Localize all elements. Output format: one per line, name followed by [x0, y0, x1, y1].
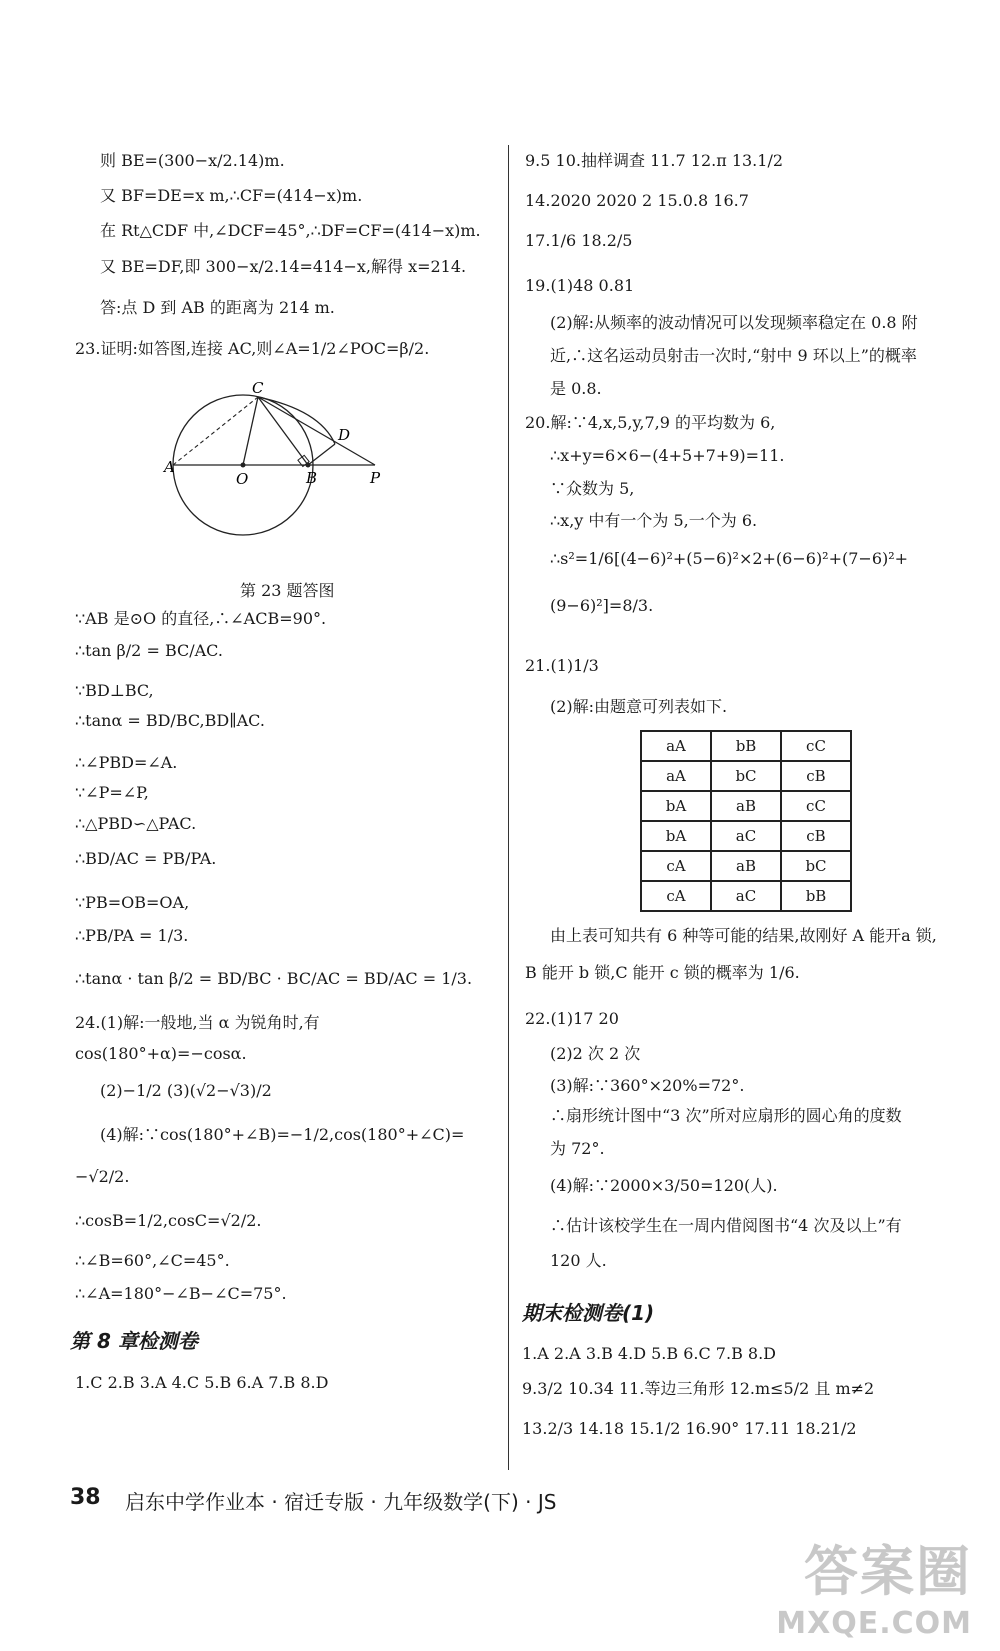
table-cell: bA	[641, 791, 711, 821]
table-cell: bB	[781, 881, 851, 911]
proof-line: ∴cosB=1/2,cosC=√2/2.	[75, 1211, 262, 1230]
table-cell: bC	[781, 851, 851, 881]
right-line: 14.2020 2020 2 15.0.8 16.7	[525, 191, 749, 210]
right-line: 由上表可知共有 6 种等可能的结果,故刚好 A 能开a 锁,	[550, 926, 937, 945]
right-line: ∵众数为 5,	[550, 479, 635, 498]
proof-line: ∴tanα = BD/BC,BD∥AC.	[75, 711, 265, 730]
right-line: 20.解:∵4,x,5,y,7,9 的平均数为 6,	[525, 413, 776, 432]
right-line: (2)解:从频率的波动情况可以发现频率稳定在 0.8 附	[550, 313, 918, 332]
proof-line: ∴∠B=60°,∠C=45°.	[75, 1251, 230, 1270]
table-cell: cC	[781, 731, 851, 761]
label-o: O	[236, 470, 249, 488]
section-title: 第 8 章检测卷	[70, 1329, 198, 1353]
proof-line: (4)解:∵cos(180°+∠B)=−1/2,cos(180°+∠C)=	[100, 1125, 465, 1144]
table-row	[641, 731, 851, 761]
table-cell: bC	[711, 761, 781, 791]
column-divider	[508, 145, 509, 1470]
table-cell: aA	[641, 761, 711, 791]
right-line: B 能开 b 锁,C 能开 c 锁的概率为 1/6.	[525, 963, 800, 982]
left-line: 又 BF=DE=x m,∴CF=(414−x)m.	[100, 186, 363, 205]
table-cell: cA	[641, 881, 711, 911]
proof-line: ∴tanα · tan β/2 = BD/BC · BC/AC = BD/AC = 1/3.	[75, 969, 473, 988]
section-title: 期末检测卷(1)	[522, 1301, 655, 1325]
left-line: 又 BE=DF,即 300−x/2.14=414−x,解得 x=214.	[100, 257, 467, 276]
right-line: (2)2 次 2 次	[550, 1044, 641, 1063]
right-line: 21.(1)1/3	[525, 656, 599, 675]
right-line: ∴扇形统计图中“3 次”所对应扇形的圆心角的度数	[550, 1106, 902, 1125]
proof-line: ∵AB 是⊙O 的直径,∴∠ACB=90°.	[75, 609, 327, 628]
right-line: (9−6)²]=8/3.	[550, 596, 654, 615]
label-b: B	[306, 469, 318, 487]
proof-line: ∴∠PBD=∠A.	[75, 753, 178, 772]
right-line: ∴x+y=6×6−(4+5+7+9)=11.	[550, 446, 785, 465]
right-line: ∴估计该校学生在一周内借阅图书“4 次及以上”有	[550, 1216, 902, 1235]
label-c: C	[252, 379, 264, 397]
table-row	[641, 821, 851, 851]
left-line: 23.证明:如答图,连接 AC,则∠A=1/2∠POC=β/2.	[75, 339, 430, 358]
table-cell: bA	[641, 821, 711, 851]
right-line: 120 人.	[550, 1251, 607, 1270]
table-cell: aB	[711, 791, 781, 821]
table-cell: aA	[641, 731, 711, 761]
left-line: 则 BE=(300−x/2.14)m.	[100, 151, 285, 170]
table-cell: cC	[781, 791, 851, 821]
label-d: D	[338, 426, 351, 444]
proof-line: ∵BD⊥BC,	[75, 681, 154, 700]
proof-line: ∴PB/PA = 1/3.	[75, 926, 189, 945]
table-cell: aC	[711, 821, 781, 851]
proof-line: (2)−1/2 (3)(√2−√3)/2	[100, 1081, 272, 1100]
table-cell: bB	[711, 731, 781, 761]
watermark	[776, 1529, 972, 1641]
page-number: 38	[70, 1485, 101, 1510]
answer-line: 13.2/3 14.18 15.1/2 16.90° 17.11 18.21/2	[522, 1419, 857, 1438]
table-cell: cB	[781, 821, 851, 851]
answer-line: 1.A 2.A 3.B 4.D 5.B 6.C 7.B 8.D	[522, 1344, 777, 1363]
left-line: 答:点 D 到 AB 的距离为 214 m.	[100, 298, 335, 317]
right-line: 是 0.8.	[550, 379, 602, 398]
right-line: 9.5 10.抽样调查 11.7 12.π 13.1/2	[525, 151, 784, 170]
watermark-url: MXQE.COM	[776, 1606, 972, 1641]
table-cell: aC	[711, 881, 781, 911]
right-line: 22.(1)17 20	[525, 1009, 619, 1028]
figure-caption: 第 23 题答图	[240, 581, 335, 600]
right-line: (3)解:∵360°×20%=72°.	[550, 1076, 745, 1095]
right-line: 为 72°.	[550, 1139, 605, 1158]
label-p: P	[370, 469, 381, 487]
proof-line: ∴BD/AC = PB/PA.	[75, 849, 217, 868]
left-line: 在 Rt△CDF 中,∠DCF=45°,∴DF=CF=(414−x)m.	[100, 221, 481, 240]
answer-line: 1.C 2.B 3.A 4.C 5.B 6.A 7.B 8.D	[75, 1373, 329, 1392]
proof-line: cos(180°+α)=−cosα.	[75, 1044, 247, 1063]
book-title: 启东中学作业本 · 宿迁专版 · 九年级数学(下) · JS	[125, 1490, 557, 1514]
proof-line: ∴△PBD∽△PAC.	[75, 814, 197, 833]
right-line: ∴s²=1/6[(4−6)²+(5−6)²×2+(6−6)²+(7−6)²+	[550, 549, 909, 568]
right-line: ∴x,y 中有一个为 5,一个为 6.	[550, 511, 758, 530]
right-line: 近,∴这名运动员射击一次时,“射中 9 环以上”的概率	[550, 346, 917, 365]
answer-line: 9.3/2 10.34 11.等边三角形 12.m≤5/2 且 m≠2	[522, 1379, 875, 1398]
proof-line: ∴tan β/2 = BC/AC.	[75, 641, 223, 660]
proof-line: ∵∠P=∠P,	[75, 783, 149, 802]
proof-line: −√2/2.	[75, 1167, 130, 1186]
right-line: (4)解:∵2000×3/50=120(人).	[550, 1176, 778, 1195]
proof-line: ∴∠A=180°−∠B−∠C=75°.	[75, 1284, 287, 1303]
right-line: 17.1/6 18.2/5	[525, 231, 633, 250]
proof-line: ∵PB=OB=OA,	[75, 893, 190, 912]
table-cell: cB	[781, 761, 851, 791]
label-a: A	[164, 458, 175, 476]
proof-line: 24.(1)解:一般地,当 α 为锐角时,有	[75, 1013, 320, 1032]
watermark-logo-text: 答案圈	[804, 1540, 972, 1603]
table-row	[641, 791, 851, 821]
outcome-table	[640, 730, 852, 912]
table-cell: cA	[641, 851, 711, 881]
table-row	[641, 851, 851, 881]
table-row	[641, 761, 851, 791]
right-line: 19.(1)48 0.81	[525, 276, 635, 295]
right-line: (2)解:由题意可列表如下.	[550, 697, 728, 716]
table-cell: aB	[711, 851, 781, 881]
geometry-figure	[164, 379, 400, 570]
table-row	[641, 881, 851, 911]
